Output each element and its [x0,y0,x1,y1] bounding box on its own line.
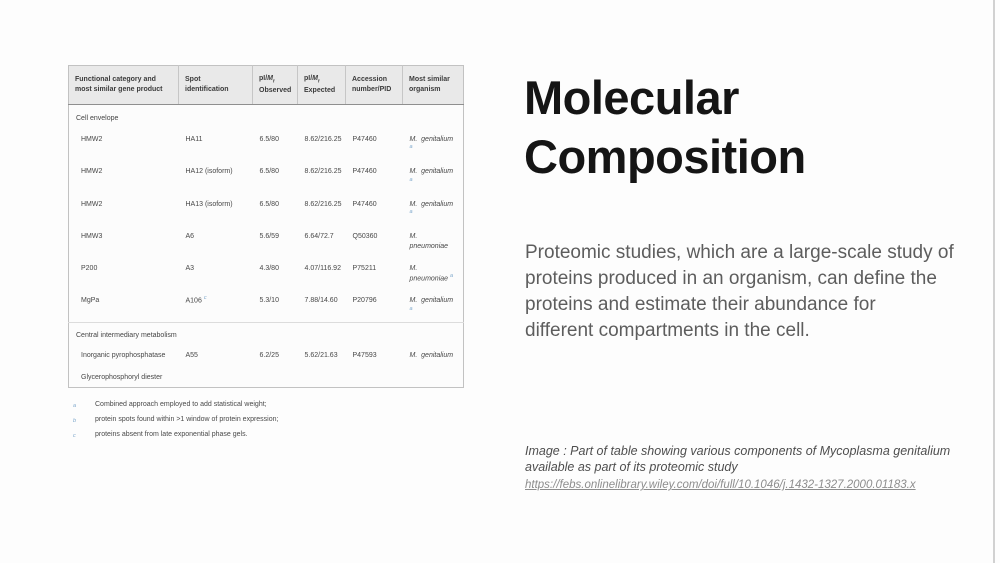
cell-expected: 8.62/216.25 [304,200,342,208]
source-link[interactable]: https://febs.onlinelibrary.wiley.com/doi/full/10.1046/j.1432-1327.2000.01183.x [525,479,916,491]
cell-accession: P75211 [352,264,377,272]
cell-gene-product: HMW2 [81,168,103,176]
cell-organism [403,366,464,388]
cell-gene-product: Inorganic pyrophosphatase [81,352,166,360]
caption-text: Image : Part of table showing various components of Mycoplasma genitalium available as part of its proteomic study [525,444,951,474]
title-line-2: Composition [524,130,806,183]
footnote: a Combined approach employed to add statistical weight; [73,401,267,410]
title-line-1: Molecular [524,71,739,124]
proteomics-table [68,65,464,388]
column-header: Accession number/PID [346,66,403,105]
cell-observed: 5.3/10 [259,297,279,305]
cell-accession: P47460 [352,135,377,143]
image-caption [525,444,995,493]
cell-organism: M. genitalium $^a$ [409,168,454,183]
cell-gene-product: HMW2 [81,200,103,208]
cell-accession [346,366,403,388]
cell-accession: P47460 [352,168,377,176]
cell-expected: 5.62/21.63 [304,352,338,360]
cell-observed [253,366,298,388]
section-label: Cell envelope [76,115,119,123]
cell-observed: 6.5/80 [259,200,279,208]
table-row [69,160,464,192]
footnote-text: proteins absent from late exponential phase gels. [95,431,248,439]
section-row [69,105,464,128]
cell-observed: 4.3/80 [259,264,279,272]
table-footnotes [68,397,448,442]
cell-organism: M. pneumoniae [409,232,449,251]
table-row [69,225,464,257]
cell-organism: M. pneumoniae $^a$ [409,264,454,283]
column-header: $pI/M_r$ Expected [298,66,346,105]
table-header-row [69,66,464,105]
cell-expected: 6.64/72.7 [304,232,334,240]
cell-accession: P47460 [352,200,377,208]
cell-expected: 8.62/216.25 [304,168,342,176]
footnote: c proteins absent from late exponential phase gels. [73,431,248,440]
cell-observed: 5.6/59 [259,232,279,240]
footnote-text: Combined approach employed to add statistical weight; [95,401,267,409]
cell-spot-id: A6 [185,232,195,240]
table-row [69,257,464,289]
cell-observed: 6.5/80 [259,135,279,143]
cell-accession: Q50360 [352,232,378,240]
cell-accession: P47593 [352,352,377,360]
slide-title [524,68,806,186]
cell-spot-id: A55 [185,352,198,360]
table-row [69,289,464,322]
cell-organism: M. genitalium $^a$ [409,200,454,216]
column-header: Functional category and most similar gene product [69,66,179,105]
cell-spot-id [179,366,253,388]
footnote-text: protein spots found within >1 window of protein expression; [95,416,279,424]
table-row [69,128,464,160]
column-header: Spot identification [179,66,253,105]
cell-expected: 4.07/116.92 [304,264,341,272]
footnote: b protein spots found within >1 window of protein expression; [73,416,279,425]
table-row [69,193,464,225]
cell-observed: 6.5/80 [259,168,279,176]
proteomics-table-figure [68,65,468,442]
cell-organism: M. genitalium $^a$ [409,135,454,151]
cell-organism: M. genitalium $^a$ [409,297,454,312]
cell-expected: 7.88/14.60 [304,297,338,305]
section-label: Central intermediary metabolism [69,322,464,344]
cell-gene-product: MgPa [81,297,100,305]
column-header: Most similar organism [403,66,464,105]
body-paragraph: Proteomic studies, which are a large-scale study of proteins produced in an organism, can define the proteins and estimate their abundance for different compartments in the cell. [525,242,954,341]
cell-accession: P20796 [352,297,377,305]
cell-spot-id: HA13 (isoform) [185,200,233,208]
cell-spot-id: A3 [185,264,195,272]
cell-observed: 6.2/25 [259,352,279,360]
cell-spot-id: HA11 [185,135,203,143]
cell-gene-product: P200 [81,264,98,272]
cell-expected [298,366,346,388]
cell-gene-product: Glycerophosphoryl diester [81,373,163,381]
screen-edge-line [993,0,995,563]
cell-spot-id: A106 $^c$ [185,295,207,305]
table-row [69,344,464,366]
cell-gene-product: HMW3 [81,232,103,240]
table-row [69,366,464,388]
section-row [69,322,464,344]
cell-gene-product: HMW2 [81,135,103,143]
column-header: $pI/M_r$ Observed [253,66,298,105]
cell-expected: 8.62/216.25 [304,135,342,143]
cell-spot-id: HA12 (isoform) [185,168,233,176]
cell-organism: M. genitalium [409,352,454,360]
